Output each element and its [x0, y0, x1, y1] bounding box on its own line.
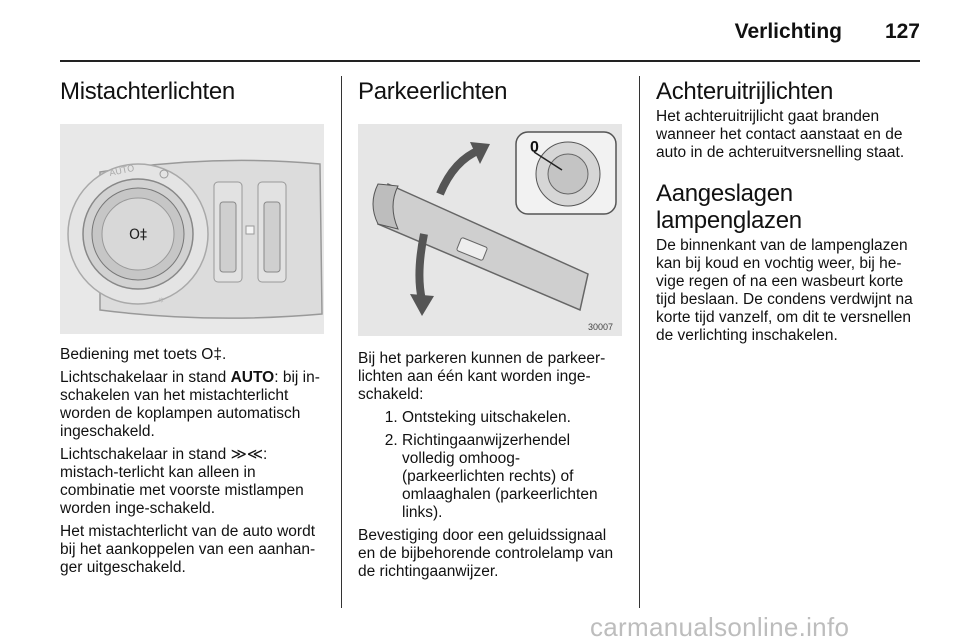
- section-heading-achteruitrijlichten: Achteruitrijlichten: [656, 78, 834, 105]
- dial-auto-label: AUTO: [108, 163, 136, 179]
- svg-text:☼: ☼: [157, 293, 166, 304]
- paragraph-confirmation: Bevestiging door een geluidssignaal en de bijbehorende controlelamp van de richtingaanwijzer.: [358, 526, 614, 580]
- column-parkeerlichten: [358, 78, 626, 586]
- light-switch-figure: [60, 124, 324, 334]
- column-divider-1: [341, 76, 342, 608]
- auto-bold: AUTO: [230, 368, 275, 386]
- column-divider-2: [639, 76, 640, 608]
- page-number: 127: [884, 20, 920, 43]
- column-mistachterlichten: [60, 78, 326, 582]
- paragraph-condens: De binnenkant van de lampenglazen kan bij koud en vochtig weer, bij he-vige regen of na een wasbeurt korte tijd beslaan. De condens verdwijnt na korte tijd vanzelf, om dit te versnellen de verlichting inschakelen.: [656, 236, 913, 344]
- paragraph-reverse-light: Het achteruitrijlicht gaat branden wanneer het contact aanstaat en de auto in de achteruitversnelling staat.: [656, 107, 905, 161]
- list-item: 1. Ontsteking uitschakelen.: [402, 409, 626, 427]
- list-item: 2. Richtingaanwijzerhendel volledig omhoog- (parkeerlichten rechts) of omlaaghalen (parkeerlichten links).: [402, 432, 626, 522]
- chapter-title: Verlichting: [734, 20, 842, 43]
- knob-zero-label: 0: [530, 138, 539, 156]
- section-heading-aangeslagen: Aangeslagen lampenglazen: [656, 179, 802, 235]
- paragraph-parking-intro: Bij het parkeren kunnen de parkeer-lichten aan één kant worden inge-schakeld:: [358, 349, 606, 403]
- figure-number: 30007: [588, 321, 614, 332]
- section-heading-mistachterlichten: Mistachterlichten: [60, 78, 235, 105]
- column-achteruitrijlichten: [656, 78, 922, 350]
- paragraph-trailer: Het mistachterlicht van de auto wordt bij het aankoppelen van een aanhan-ger uitgeschakeld.: [60, 522, 316, 576]
- header-rule: [60, 60, 920, 62]
- parking-steps: [358, 409, 626, 522]
- section-heading-parkeerlichten: Parkeerlichten: [358, 78, 508, 105]
- paragraph-auto: Lichtschakelaar in stand AUTO: bij in-schakelen van het mistachterlicht worden de koplampen automatisch ingeschakeld.: [60, 368, 320, 440]
- svg-text:O‡: O‡: [128, 226, 148, 243]
- watermark: carmanualsonline.info: [590, 612, 850, 642]
- page-header: [60, 14, 920, 62]
- paragraph-foglights: Lichtschakelaar in stand ≫≪: mistach-terlicht kan alleen in combinatie met voorste mistlampen worden inge-schakeld.: [60, 445, 304, 517]
- turn-signal-figure: [358, 124, 622, 336]
- paragraph-bediening: Bediening met toets O‡.: [60, 345, 227, 363]
